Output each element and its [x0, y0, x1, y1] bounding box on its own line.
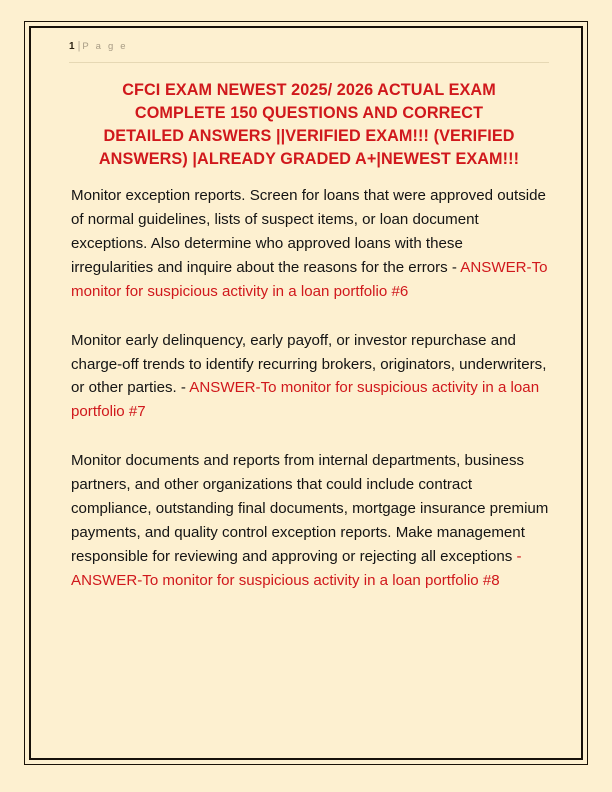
question-text: Monitor early delinquency, early payoff, or investor repurchase and charge-off trends to identify recurring brokers, originators, underwriters, or other parties.	[71, 331, 547, 397]
answer-dash: -	[516, 547, 522, 565]
title-line-2: COMPLETE 150 QUESTIONS AND CORRECT	[134, 104, 484, 122]
header-divider	[69, 62, 549, 63]
header-separator: |	[77, 40, 81, 52]
qa-paragraph	[71, 329, 549, 425]
title-line-3: DETAILED ANSWERS ||VERIFIED EXAM!!! (VERIFIED	[103, 127, 515, 145]
question-text: Monitor exception reports. Screen for loans that were approved outside of normal guidelines, lists of suspect items, or loan document exceptions. Also determine who approved loans with these irregularities and inquire about the reasons for the errors	[71, 187, 546, 276]
question-text: Monitor documents and reports from internal departments, business partners, and other organizations that could include contract compliance, outstanding final documents, mortgage insurance premium payments, and quality control exception reports. Make management responsible for reviewing and approving or rejecting all exceptions	[71, 452, 549, 565]
answer-text: ANSWER-To monitor for suspicious activity in a loan portfolio #6	[71, 258, 548, 300]
running-header	[69, 34, 549, 60]
document-title	[69, 79, 549, 171]
page-content	[33, 30, 579, 756]
qa-paragraph	[71, 449, 549, 593]
page-number: 1	[69, 41, 75, 52]
answer-text: ANSWER-To monitor for suspicious activity in a loan portfolio #8	[71, 571, 500, 589]
header-page-word: P a g e	[82, 41, 128, 52]
title-line-1: CFCI EXAM NEWEST 2025/ 2026 ACTUAL EXAM	[122, 81, 496, 99]
title-line-4: ANSWERS) |ALREADY GRADED A+|NEWEST EXAM!!!	[98, 150, 520, 168]
document-body	[69, 184, 549, 593]
answer-dash: -	[451, 258, 461, 276]
qa-paragraph	[71, 184, 549, 304]
answer-text: ANSWER-To monitor for suspicious activity in a loan portfolio #7	[71, 379, 540, 421]
answer-dash: -	[180, 379, 190, 397]
